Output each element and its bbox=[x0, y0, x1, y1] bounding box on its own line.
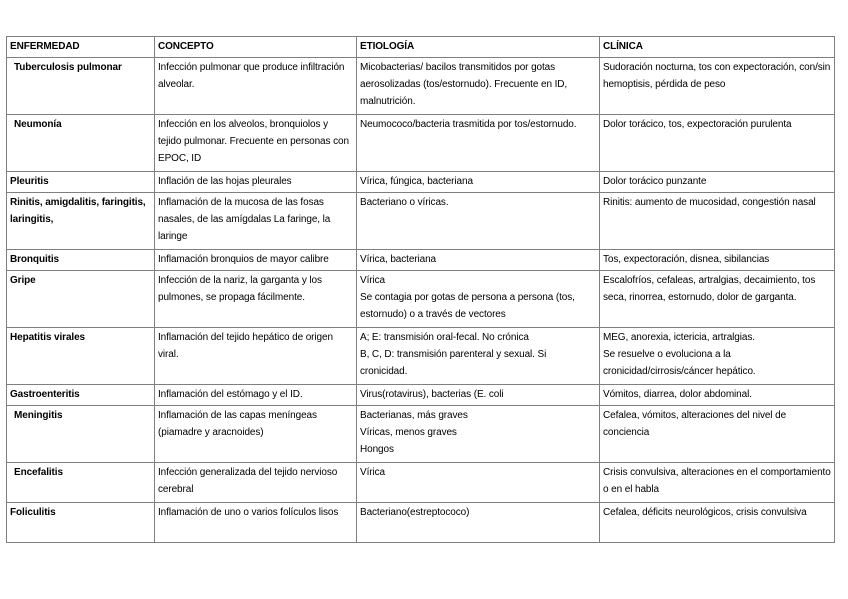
concept-cell: Infección en los alveolos, bronquiolos y tejido pulmonar. Frecuente en personas con EPOC, ID bbox=[155, 115, 357, 172]
etiology-cell: Micobacterias/ bacilos transmitidos por gotas aerosolizadas (tos/estornudo). Frecuente en ID, malnutrición. bbox=[357, 58, 600, 115]
etiology-cell bbox=[357, 271, 600, 328]
clinical-cell: Dolor torácico, tos, expectoración purulenta bbox=[600, 115, 835, 172]
clinical-cell: Crisis convulsiva, alteraciones en el comportamiento o en el habla bbox=[600, 463, 835, 503]
table-row bbox=[7, 385, 835, 406]
table-row bbox=[7, 115, 835, 172]
clinical-cell: Vómitos, diarrea, dolor abdominal. bbox=[600, 385, 835, 406]
clinical-cell: Cefalea, déficits neurológicos, crisis convulsiva bbox=[600, 503, 835, 543]
etiology-line: Hongos bbox=[360, 444, 394, 455]
disease-name: Meningitis bbox=[7, 406, 155, 463]
disease-name: Foliculitis bbox=[7, 503, 155, 543]
table-row bbox=[7, 463, 835, 503]
header-etiologia: ETIOLOGÍA bbox=[357, 37, 600, 58]
concept-cell: Inflamación bronquios de mayor calibre bbox=[155, 250, 357, 271]
etiology-line: Bacterianas, más graves bbox=[360, 410, 468, 421]
etiology-line: B, C, D: transmisión parenteral y sexual. Si cronicidad. bbox=[360, 349, 547, 377]
table-row bbox=[7, 406, 835, 463]
etiology-line: Víricas, menos graves bbox=[360, 427, 457, 438]
table-row bbox=[7, 193, 835, 250]
disease-name: Bronquitis bbox=[7, 250, 155, 271]
concept-cell: Infección de la nariz, la garganta y los pulmones, se propaga fácilmente. bbox=[155, 271, 357, 328]
disease-table bbox=[6, 36, 835, 543]
concept-cell: Inflamación del tejido hepático de origen viral. bbox=[155, 328, 357, 385]
header-clinica: CLÍNICA bbox=[600, 37, 835, 58]
etiology-cell: Vírica, bacteriana bbox=[357, 250, 600, 271]
header-enfermedad: ENFERMEDAD bbox=[7, 37, 155, 58]
table-row bbox=[7, 58, 835, 115]
table-row bbox=[7, 328, 835, 385]
disease-name: Encefalitis bbox=[7, 463, 155, 503]
disease-name: Gripe bbox=[7, 271, 155, 328]
etiology-cell: Vírica, fúngica, bacteriana bbox=[357, 172, 600, 193]
clinical-cell: Rinitis: aumento de mucosidad, congestión nasal bbox=[600, 193, 835, 250]
concept-cell: Infección generalizada del tejido nervioso cerebral bbox=[155, 463, 357, 503]
clinical-cell bbox=[600, 328, 835, 385]
header-concepto: CONCEPTO bbox=[155, 37, 357, 58]
concept-cell: Inflación de las hojas pleurales bbox=[155, 172, 357, 193]
etiology-line: Vírica bbox=[360, 275, 385, 286]
etiology-cell bbox=[357, 406, 600, 463]
clinical-cell: Dolor torácico punzante bbox=[600, 172, 835, 193]
etiology-cell: Vírica bbox=[357, 463, 600, 503]
disease-name: Tuberculosis pulmonar bbox=[7, 58, 155, 115]
etiology-cell: Bacteriano(estreptococo) bbox=[357, 503, 600, 543]
table-row bbox=[7, 503, 835, 543]
table-row bbox=[7, 271, 835, 328]
clinical-cell: Cefalea, vómitos, alteraciones del nivel de conciencia bbox=[600, 406, 835, 463]
disease-name: Pleuritis bbox=[7, 172, 155, 193]
disease-name: Neumonía bbox=[7, 115, 155, 172]
clinical-cell: Tos, expectoración, disnea, sibilancias bbox=[600, 250, 835, 271]
table-row bbox=[7, 250, 835, 271]
etiology-cell: Neumococo/bacteria trasmitida por tos/estornudo. bbox=[357, 115, 600, 172]
concept-cell: Inflamación de las capas meníngeas (piamadre y aracnoides) bbox=[155, 406, 357, 463]
clinical-cell: Sudoración nocturna, tos con expectoración, con/sin hemoptisis, pérdida de peso bbox=[600, 58, 835, 115]
disease-name: Gastroenteritis bbox=[7, 385, 155, 406]
clinical-line: MEG, anorexia, ictericia, artralgias. bbox=[603, 332, 755, 343]
concept-cell: Inflamación del estómago y el ID. bbox=[155, 385, 357, 406]
concept-cell: Inflamación de la mucosa de las fosas nasales, de las amígdalas La faringe, la laringe bbox=[155, 193, 357, 250]
disease-name: Hepatitis virales bbox=[7, 328, 155, 385]
table-row bbox=[7, 172, 835, 193]
clinical-line: Se resuelve o evoluciona a la cronicidad/cirrosis/cáncer hepático. bbox=[603, 349, 756, 377]
concept-cell: Infección pulmonar que produce infiltración alveolar. bbox=[155, 58, 357, 115]
etiology-cell bbox=[357, 328, 600, 385]
etiology-cell: Virus(rotavirus), bacterias (E. coli bbox=[357, 385, 600, 406]
disease-name: Rinitis, amigdalitis, faringitis, laringitis, bbox=[7, 193, 155, 250]
etiology-line: A; E: transmisión oral-fecal. No crónica bbox=[360, 332, 529, 343]
etiology-line: Se contagia por gotas de persona a persona (tos, estornudo) o a través de vectores bbox=[360, 292, 575, 320]
table-header-row bbox=[7, 37, 835, 58]
etiology-cell: Bacteriano o víricas. bbox=[357, 193, 600, 250]
concept-cell: Inflamación de uno o varios folículos lisos bbox=[155, 503, 357, 543]
clinical-cell: Escalofríos, cefaleas, artralgias, decaimiento, tos seca, rinorrea, estornudo, dolor de garganta. bbox=[600, 271, 835, 328]
